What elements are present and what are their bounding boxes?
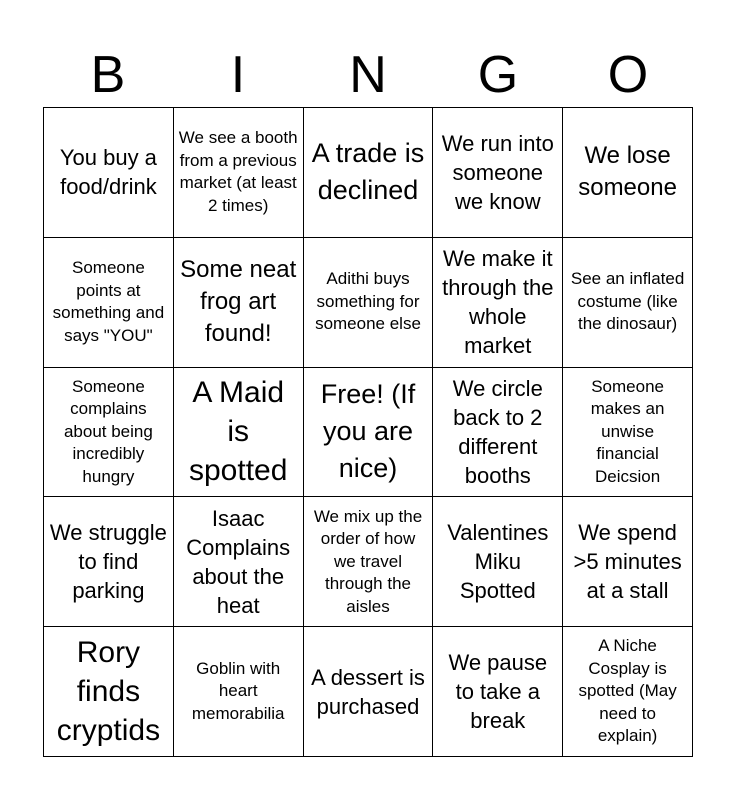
- cell-text: A Niche Cosplay is spotted (May need to explain): [578, 636, 677, 746]
- bingo-cell[interactable]: [563, 368, 693, 498]
- cell-text: We spend >5 minutes at a stall: [573, 520, 682, 604]
- cell-text: We lose someone: [578, 142, 677, 202]
- bingo-cell[interactable]: [433, 238, 563, 368]
- header-letter-n: N: [349, 46, 387, 104]
- bingo-cell[interactable]: [433, 108, 563, 238]
- cell-text: We circle back to 2 different booths: [452, 375, 543, 488]
- bingo-cell[interactable]: [304, 108, 434, 238]
- bingo-cell[interactable]: [433, 497, 563, 627]
- bingo-cell[interactable]: [174, 627, 304, 757]
- cell-text: Someone makes an unwise financial Deicsion: [590, 376, 665, 486]
- cell-text: We see a booth from a previous market (at least 2 times): [178, 128, 298, 215]
- bingo-cell[interactable]: [304, 368, 434, 498]
- header-letter-i: I: [230, 46, 246, 104]
- cell-text: Valentines Miku Spotted: [447, 520, 549, 604]
- header-letter-b: B: [90, 46, 126, 104]
- cell-text: Free! (If you are nice): [320, 379, 416, 484]
- cell-text: Isaac Complains about the heat: [186, 505, 291, 618]
- cell-text: You buy a food/drink: [59, 145, 157, 200]
- bingo-cell[interactable]: [174, 368, 304, 498]
- bingo-cell[interactable]: [44, 238, 174, 368]
- bingo-grid: [43, 107, 693, 757]
- cell-text: A trade is declined: [311, 138, 425, 206]
- bingo-cell[interactable]: [563, 497, 693, 627]
- cell-text: We struggle to find parking: [49, 520, 167, 604]
- cell-text: Rory finds cryptids: [56, 636, 161, 748]
- cell-text: A Maid is spotted: [188, 376, 288, 488]
- header-letter-o: O: [607, 46, 649, 104]
- bingo-cell[interactable]: [174, 108, 304, 238]
- bingo-cell[interactable]: [174, 238, 304, 368]
- cell-text: Someone complains about being incredibly hungry: [63, 376, 153, 486]
- bingo-cell[interactable]: [433, 627, 563, 757]
- bingo-cell[interactable]: [44, 627, 174, 757]
- cell-text: Goblin with heart memorabilia: [191, 658, 285, 723]
- cell-text: Someone points at something and says "YOU": [52, 258, 165, 345]
- cell-text: We mix up the order of how we travel through the aisles: [313, 506, 423, 616]
- cell-text: We make it through the whole market: [442, 246, 554, 359]
- cell-text: See an inflated costume (like the dinosaur): [570, 269, 685, 334]
- bingo-cell[interactable]: [44, 497, 174, 627]
- bingo-cell[interactable]: [44, 108, 174, 238]
- cell-text: Some neat frog art found!: [180, 256, 297, 348]
- bingo-cell[interactable]: [304, 238, 434, 368]
- bingo-header: [43, 42, 693, 108]
- bingo-cell[interactable]: [563, 238, 693, 368]
- cell-text: We pause to take a break: [448, 650, 548, 734]
- cell-text: Adithi buys something for someone else: [315, 269, 421, 334]
- bingo-cell[interactable]: [304, 497, 434, 627]
- bingo-cell[interactable]: [433, 368, 563, 498]
- bingo-cell[interactable]: [563, 108, 693, 238]
- cell-text: A dessert is purchased: [311, 664, 425, 719]
- cell-text: We run into someone we know: [441, 130, 554, 214]
- bingo-cell[interactable]: [174, 497, 304, 627]
- bingo-cell[interactable]: [304, 627, 434, 757]
- bingo-cell[interactable]: [44, 368, 174, 498]
- header-letter-g: G: [477, 46, 519, 104]
- bingo-cell[interactable]: [563, 627, 693, 757]
